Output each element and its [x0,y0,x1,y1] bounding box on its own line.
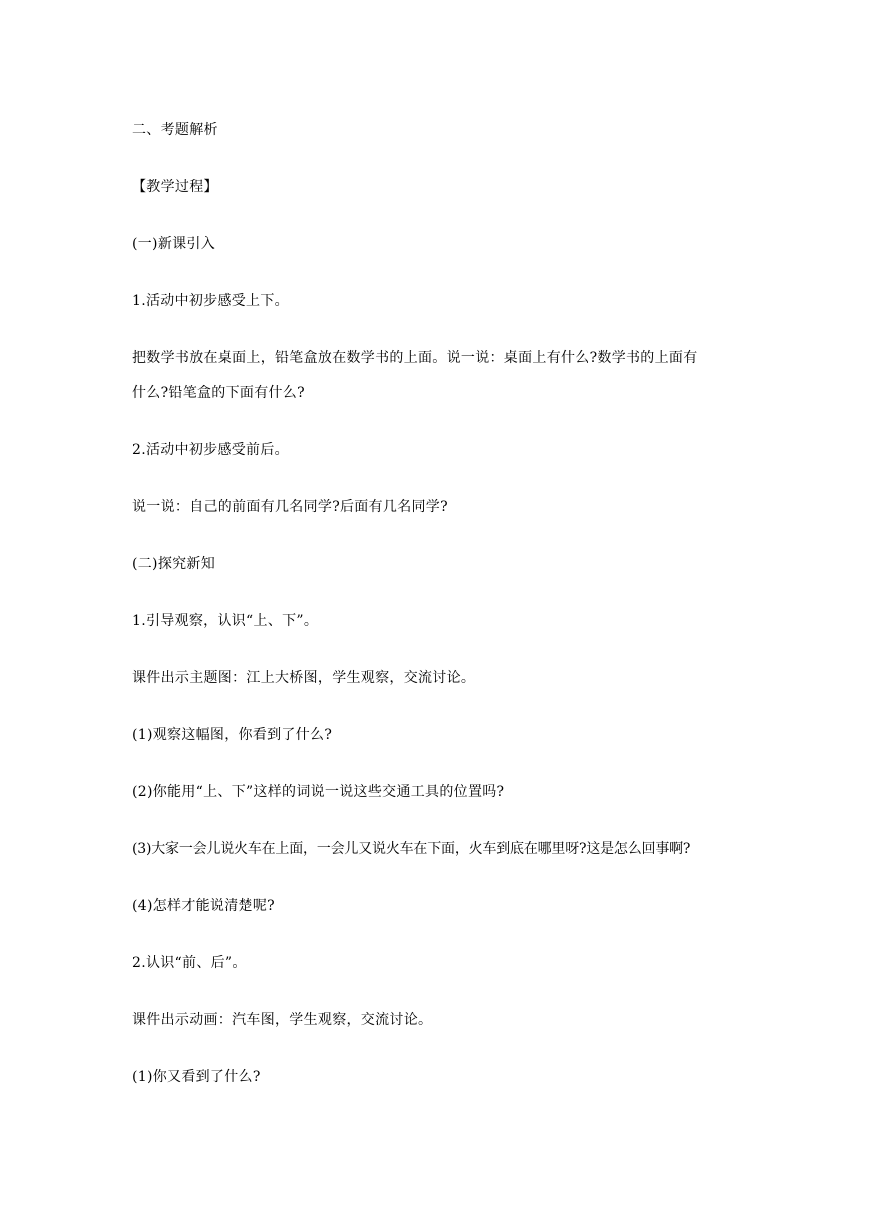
paragraph: 1.引导观察，认识“上、下”。 [132,613,319,629]
paragraph: (2)你能用“上、下”这样的词说一说这些交通工具的位置吗? [132,784,505,800]
paragraph: (3)大家一会儿说火车在上面，一会儿又说火车在下面，火车到底在哪里呀?这是怎么回事啊? [132,841,691,857]
subsection-heading: (二)探究新知 [132,556,216,572]
paragraph: (1)你又看到了什么? [132,1069,261,1085]
paragraph: 说一说：自己的前面有几名同学?后面有几名同学? [132,499,448,515]
paragraph: (1)观察这幅图，你看到了什么? [132,727,333,743]
paragraph: 课件出示动画：汽车图，学生观察，交流讨论。 [132,1012,433,1028]
subsection-heading: (一)新课引入 [132,236,216,252]
paragraph: 把数学书放在桌面上，铅笔盒放在数学书的上面。说一说：桌面上有什么?数学书的上面有 [132,350,698,366]
section-heading: 二、考题解析 [132,122,218,138]
paragraph: 课件出示主题图：江上大桥图，学生观察，交流讨论。 [132,670,476,686]
paragraph: 1.活动中初步感受上下。 [132,293,289,309]
paragraph: 2.认识“前、后”。 [132,955,247,971]
paragraph: 什么?铅笔盒的下面有什么? [132,385,305,401]
paragraph: 2.活动中初步感受前后。 [132,442,289,458]
teaching-process-heading: 【教学过程】 [132,179,218,195]
paragraph: (4)怎样才能说清楚呢? [132,898,275,914]
